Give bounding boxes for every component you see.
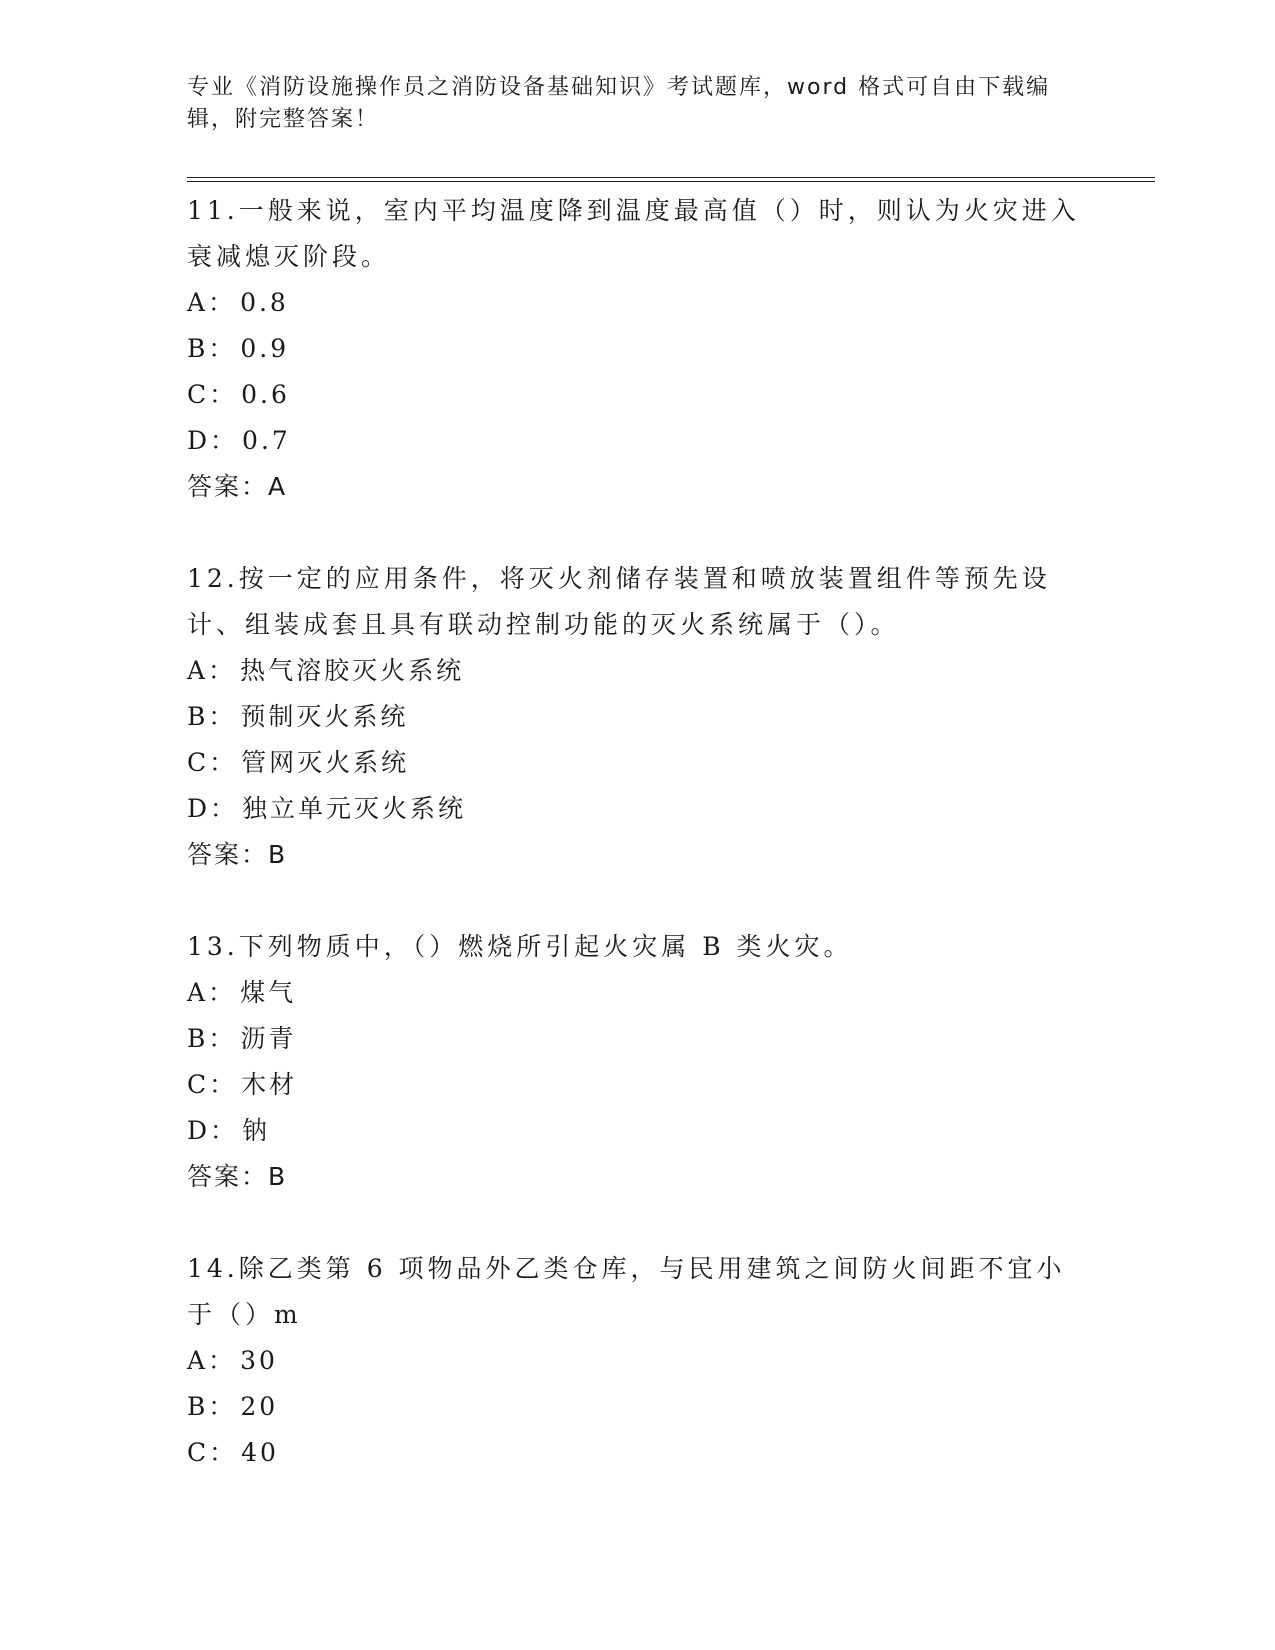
option-value: 沥青 — [240, 1024, 297, 1053]
option-d — [187, 1108, 1087, 1154]
option-key: D： — [187, 1116, 239, 1145]
header-divider-bottom — [187, 181, 1155, 182]
option-key: A： — [187, 978, 237, 1007]
option-a — [187, 970, 1087, 1016]
option-value: 热气溶胶灭火系统 — [240, 656, 465, 685]
option-a — [187, 648, 1087, 694]
question-text: 13.下列物质中，（）燃烧所引起火灾属 B 类火灾。 — [187, 932, 853, 961]
option-value: 钠 — [242, 1116, 271, 1145]
option-key: B： — [187, 1392, 237, 1421]
option-value: 0.7 — [242, 426, 291, 455]
option-a — [187, 280, 1087, 326]
option-value: 0.9 — [240, 334, 290, 363]
option-c — [187, 740, 1087, 786]
option-value: 0.8 — [240, 288, 289, 317]
option-value: 预制灭火系统 — [240, 702, 409, 731]
option-value: 30 — [240, 1346, 278, 1375]
option-value: 煤气 — [240, 978, 297, 1007]
question-14 — [187, 1246, 1087, 1476]
question-11 — [187, 188, 1087, 510]
option-value: 20 — [240, 1392, 279, 1421]
option-key: B： — [187, 702, 237, 731]
option-key: D： — [187, 426, 239, 455]
option-key: D： — [187, 794, 239, 823]
question-list — [187, 188, 1087, 1476]
option-value: 木材 — [241, 1070, 298, 1099]
option-value: 0.6 — [241, 380, 290, 409]
option-key: C： — [187, 1438, 238, 1467]
option-value: 40 — [241, 1438, 279, 1467]
option-b — [187, 1384, 1087, 1430]
option-key: B： — [187, 334, 237, 363]
option-key: C： — [187, 380, 238, 409]
document-header: 专业《消防设施操作员之消防设备基础知识》考试题库，word 格式可自由下载编辑，附完整答案！ — [187, 75, 1051, 132]
option-c — [187, 1062, 1087, 1108]
answer-line: 答案：B — [187, 1162, 288, 1191]
option-c — [187, 1430, 1087, 1476]
option-value: 独立单元灭火系统 — [242, 794, 467, 823]
option-key: C： — [187, 1070, 238, 1099]
answer-line: 答案：B — [187, 840, 288, 869]
option-d — [187, 786, 1087, 832]
question-12 — [187, 556, 1087, 878]
question-text: 12.按一定的应用条件，将灭火剂储存装置和喷放装置组件等预先设计、组装成套且具有联动控制功能的灭火系统属于（）。 — [187, 564, 1051, 639]
option-a — [187, 1338, 1087, 1384]
option-value: 管网灭火系统 — [241, 748, 410, 777]
header-divider-top — [187, 177, 1155, 178]
option-key: A： — [187, 1346, 237, 1375]
answer-line: 答案：A — [187, 472, 288, 501]
option-b — [187, 326, 1087, 372]
question-13 — [187, 924, 1087, 1200]
question-text: 14.除乙类第 6 项物品外乙类仓库，与民用建筑之间防火间距不宜小于（）m — [187, 1254, 1066, 1329]
question-text: 11.一般来说，室内平均温度降到温度最高值（）时，则认为火灾进入衰减熄灭阶段。 — [187, 196, 1080, 271]
option-key: C： — [187, 748, 238, 777]
option-key: A： — [187, 656, 237, 685]
option-key: B： — [187, 1024, 237, 1053]
option-key: A： — [187, 288, 237, 317]
option-b — [187, 694, 1087, 740]
option-d — [187, 418, 1087, 464]
option-b — [187, 1016, 1087, 1062]
option-c — [187, 372, 1087, 418]
